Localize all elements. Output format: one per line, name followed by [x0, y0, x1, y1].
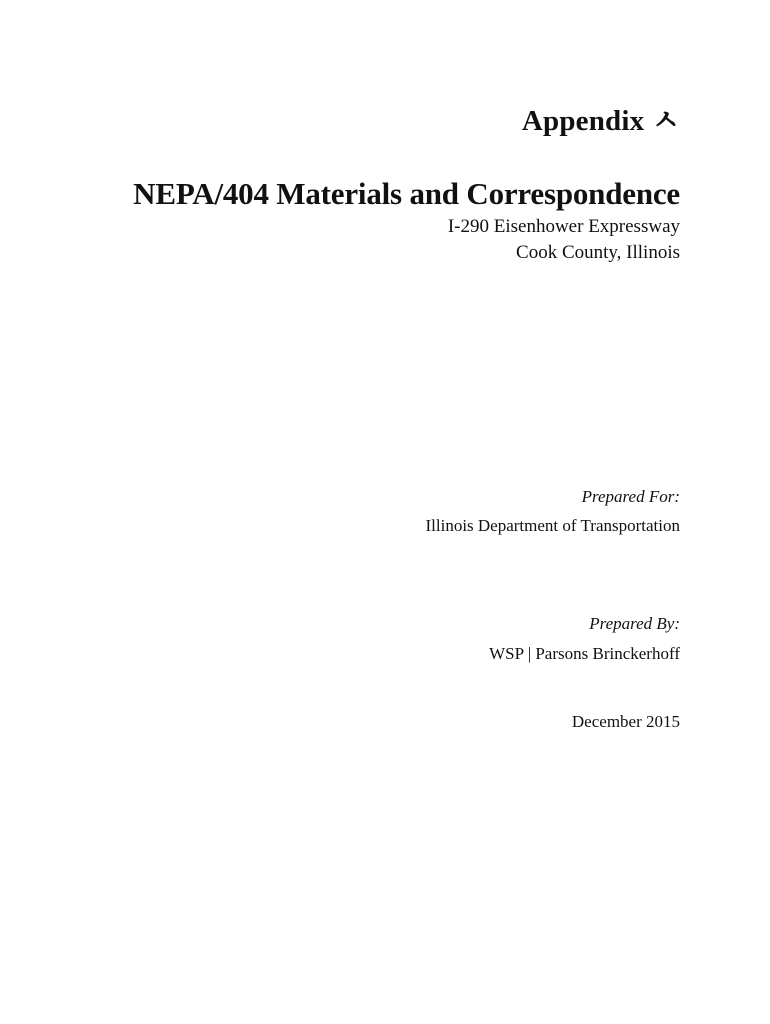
appendix-heading: Appendix ㅅ	[521, 105, 680, 137]
document-date: December 2015	[571, 712, 680, 731]
project-name: I-290 Eisenhower Expressway	[447, 216, 680, 237]
document-title: NEPA/404 Materials and Correspondence	[133, 176, 680, 211]
prepared-for-label: Prepared For:	[581, 487, 680, 506]
prepared-by-value: WSP | Parsons Brinckerhoff	[489, 644, 680, 663]
prepared-by-label: Prepared By:	[589, 614, 680, 633]
project-location: Cook County, Illinois	[516, 242, 680, 263]
prepared-for-value: Illinois Department of Transportation	[425, 516, 680, 535]
